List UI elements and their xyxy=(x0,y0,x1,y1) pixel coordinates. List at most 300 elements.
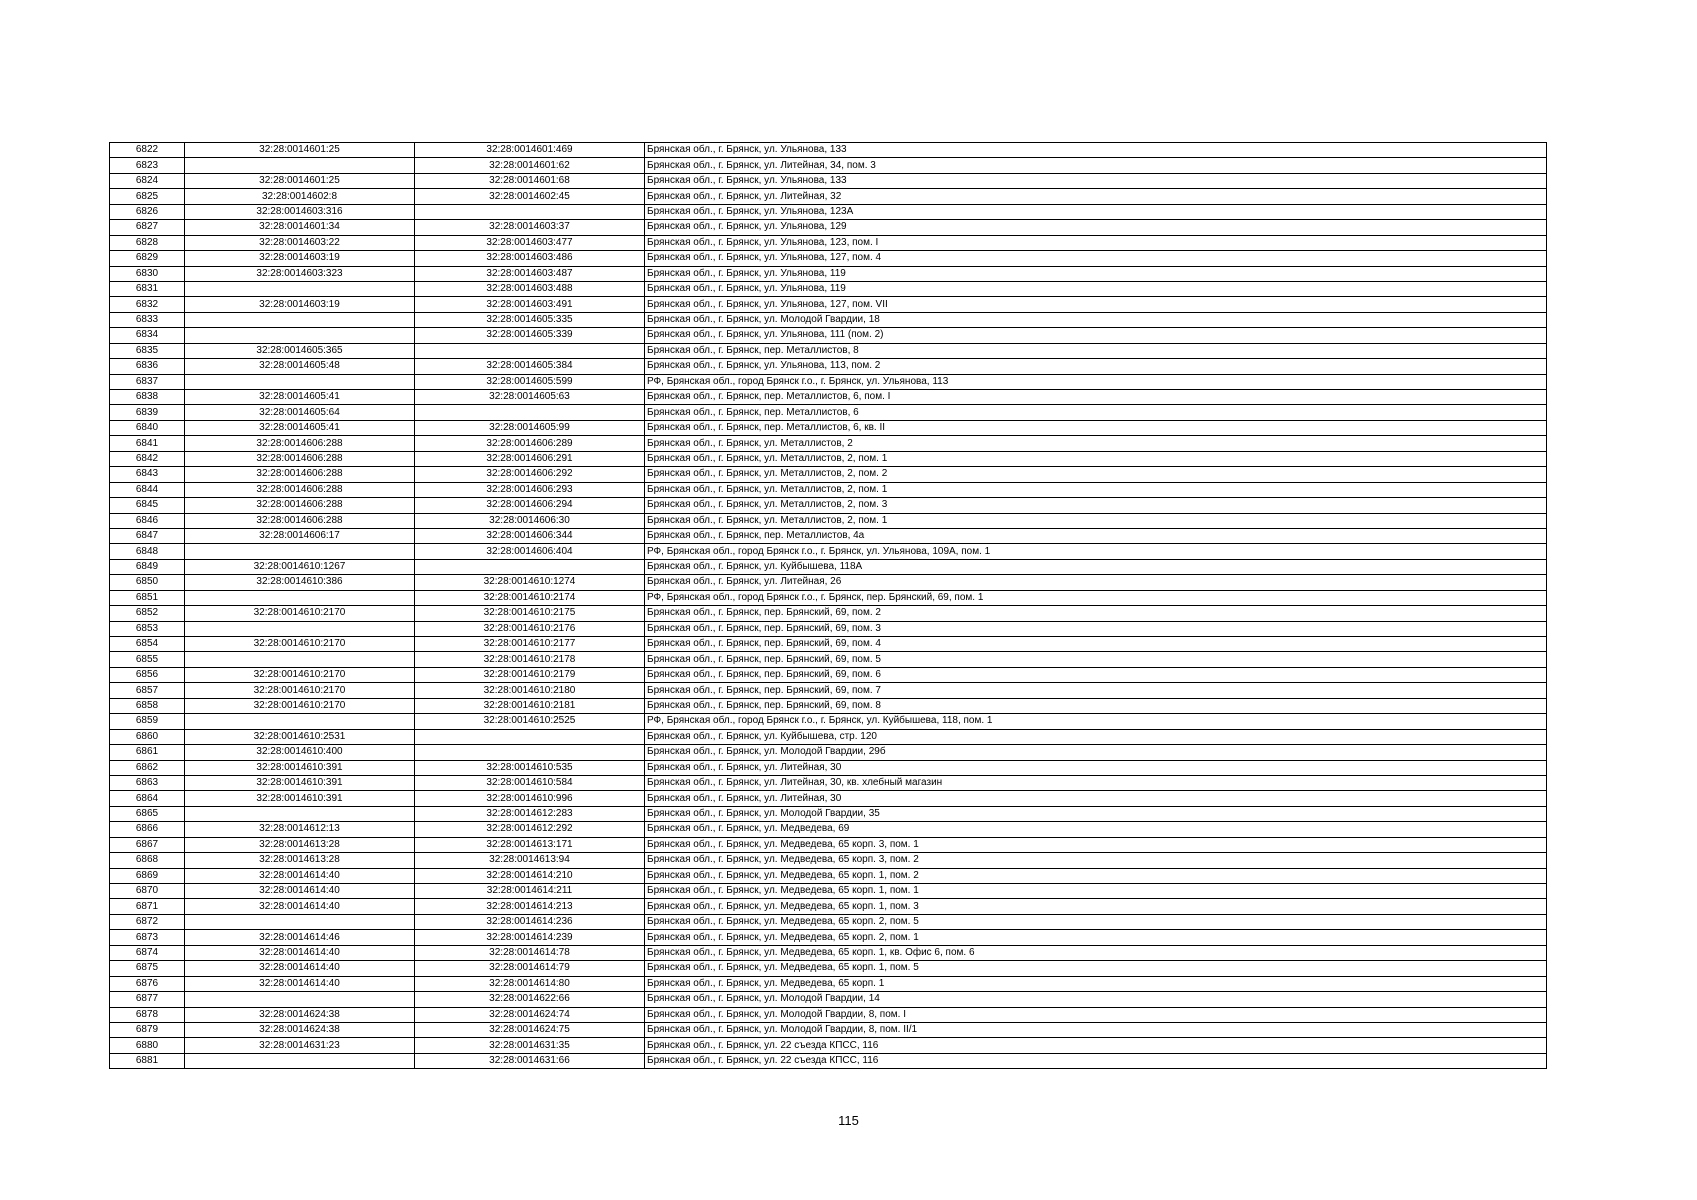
table-row xyxy=(110,652,1547,667)
parcel-cadastral-number-cell: 32:28:0014614:40 xyxy=(185,945,415,960)
parcel-cadastral-number-cell: 32:28:0014605:41 xyxy=(185,390,415,405)
object-cadastral-number-cell: 32:28:0014603:37 xyxy=(415,220,645,235)
table-row xyxy=(110,667,1547,682)
address-cell: Брянская обл., г. Брянск, ул. Ульянова, 129 xyxy=(645,220,1547,235)
row-number-cell: 6827 xyxy=(110,220,185,235)
parcel-cadastral-number-cell: 32:28:0014610:2170 xyxy=(185,667,415,682)
address-cell: Брянская обл., г. Брянск, пер. Брянский, 69, пом. 4 xyxy=(645,637,1547,652)
table-row xyxy=(110,760,1547,775)
parcel-cadastral-number-cell xyxy=(185,914,415,929)
address-cell: Брянская обл., г. Брянск, ул. Ульянова, 119 xyxy=(645,281,1547,296)
table-row xyxy=(110,791,1547,806)
table-row xyxy=(110,251,1547,266)
row-number-cell: 6842 xyxy=(110,451,185,466)
parcel-cadastral-number-cell: 32:28:0014603:323 xyxy=(185,266,415,281)
table-row xyxy=(110,992,1547,1007)
row-number-cell: 6829 xyxy=(110,251,185,266)
parcel-cadastral-number-cell: 32:28:0014605:64 xyxy=(185,405,415,420)
parcel-cadastral-number-cell: 32:28:0014613:28 xyxy=(185,837,415,852)
row-number-cell: 6871 xyxy=(110,899,185,914)
address-cell: Брянская обл., г. Брянск, ул. Литейная, 30 xyxy=(645,791,1547,806)
address-cell: Брянская обл., г. Брянск, ул. Медведева, 65 корп. 1, пом. 3 xyxy=(645,899,1547,914)
row-number-cell: 6840 xyxy=(110,420,185,435)
object-cadastral-number-cell: 32:28:0014624:75 xyxy=(415,1022,645,1037)
parcel-cadastral-number-cell: 32:28:0014605:365 xyxy=(185,343,415,358)
table-row xyxy=(110,528,1547,543)
object-cadastral-number-cell: 32:28:0014622:66 xyxy=(415,992,645,1007)
object-cadastral-number-cell: 32:28:0014603:491 xyxy=(415,297,645,312)
object-cadastral-number-cell: 32:28:0014606:294 xyxy=(415,498,645,513)
table-row xyxy=(110,359,1547,374)
table-row xyxy=(110,189,1547,204)
object-cadastral-number-cell: 32:28:0014610:996 xyxy=(415,791,645,806)
object-cadastral-number-cell: 32:28:0014610:2179 xyxy=(415,667,645,682)
address-cell: Брянская обл., г. Брянск, ул. Ульянова, 133 xyxy=(645,173,1547,188)
parcel-cadastral-number-cell: 32:28:0014606:288 xyxy=(185,498,415,513)
object-cadastral-number-cell: 32:28:0014612:283 xyxy=(415,806,645,821)
object-cadastral-number-cell xyxy=(415,343,645,358)
table-row xyxy=(110,436,1547,451)
parcel-cadastral-number-cell: 32:28:0014610:2170 xyxy=(185,698,415,713)
parcel-cadastral-number-cell: 32:28:0014610:391 xyxy=(185,791,415,806)
parcel-cadastral-number-cell: 32:28:0014605:48 xyxy=(185,359,415,374)
table-row xyxy=(110,899,1547,914)
object-cadastral-number-cell: 32:28:0014614:79 xyxy=(415,961,645,976)
row-number-cell: 6847 xyxy=(110,528,185,543)
row-number-cell: 6852 xyxy=(110,606,185,621)
table-row xyxy=(110,930,1547,945)
address-cell: Брянская обл., г. Брянск, ул. Литейная, 30, кв. хлебный магазин xyxy=(645,775,1547,790)
row-number-cell: 6851 xyxy=(110,590,185,605)
table-row xyxy=(110,698,1547,713)
parcel-cadastral-number-cell: 32:28:0014603:22 xyxy=(185,235,415,250)
object-cadastral-number-cell: 32:28:0014610:2181 xyxy=(415,698,645,713)
row-number-cell: 6822 xyxy=(110,143,185,158)
parcel-cadastral-number-cell: 32:28:0014614:40 xyxy=(185,899,415,914)
parcel-cadastral-number-cell: 32:28:0014613:28 xyxy=(185,853,415,868)
page-number: 115 xyxy=(838,1113,859,1128)
object-cadastral-number-cell: 32:28:0014612:292 xyxy=(415,822,645,837)
table-row xyxy=(110,405,1547,420)
object-cadastral-number-cell xyxy=(415,559,645,574)
table-row xyxy=(110,621,1547,636)
row-number-cell: 6877 xyxy=(110,992,185,1007)
address-cell: Брянская обл., г. Брянск, ул. Металлистов, 2, пом. 1 xyxy=(645,513,1547,528)
row-number-cell: 6828 xyxy=(110,235,185,250)
table-row xyxy=(110,745,1547,760)
row-number-cell: 6843 xyxy=(110,467,185,482)
row-number-cell: 6869 xyxy=(110,868,185,883)
object-cadastral-number-cell xyxy=(415,745,645,760)
row-number-cell: 6823 xyxy=(110,158,185,173)
row-number-cell: 6857 xyxy=(110,683,185,698)
address-cell: РФ, Брянская обл., город Брянск г.о., г. Брянск, пер. Брянский, 69, пом. 1 xyxy=(645,590,1547,605)
object-cadastral-number-cell: 32:28:0014606:291 xyxy=(415,451,645,466)
address-cell: Брянская обл., г. Брянск, ул. Ульянова, 127, пом. 4 xyxy=(645,251,1547,266)
address-cell: Брянская обл., г. Брянск, ул. Куйбышева, стр. 120 xyxy=(645,729,1547,744)
address-cell: Брянская обл., г. Брянск, ул. Молодой Гвардии, 8, пом. II/1 xyxy=(645,1022,1547,1037)
row-number-cell: 6855 xyxy=(110,652,185,667)
object-cadastral-number-cell: 32:28:0014601:68 xyxy=(415,173,645,188)
address-cell: Брянская обл., г. Брянск, пер. Брянский, 69, пом. 8 xyxy=(645,698,1547,713)
row-number-cell: 6833 xyxy=(110,312,185,327)
object-cadastral-number-cell xyxy=(415,729,645,744)
table-row xyxy=(110,420,1547,435)
parcel-cadastral-number-cell: 32:28:0014610:400 xyxy=(185,745,415,760)
address-cell: Брянская обл., г. Брянск, ул. Литейная, 26 xyxy=(645,575,1547,590)
address-cell: Брянская обл., г. Брянск, ул. Медведева, 69 xyxy=(645,822,1547,837)
table-row xyxy=(110,374,1547,389)
address-cell: Брянская обл., г. Брянск, ул. Ульянова, 113, пом. 2 xyxy=(645,359,1547,374)
row-number-cell: 6856 xyxy=(110,667,185,682)
object-cadastral-number-cell: 32:28:0014613:94 xyxy=(415,853,645,868)
table-row xyxy=(110,513,1547,528)
row-number-cell: 6880 xyxy=(110,1038,185,1053)
address-cell: Брянская обл., г. Брянск, ул. Молодой Гвардии, 35 xyxy=(645,806,1547,821)
object-cadastral-number-cell: 32:28:0014610:2177 xyxy=(415,637,645,652)
registry-body xyxy=(110,143,1547,1069)
address-cell: Брянская обл., г. Брянск, ул. 22 съезда КПСС, 116 xyxy=(645,1038,1547,1053)
address-cell: Брянская обл., г. Брянск, ул. Металлистов, 2, пом. 3 xyxy=(645,498,1547,513)
table-row xyxy=(110,204,1547,219)
object-cadastral-number-cell: 32:28:0014603:488 xyxy=(415,281,645,296)
row-number-cell: 6824 xyxy=(110,173,185,188)
row-number-cell: 6860 xyxy=(110,729,185,744)
table-row xyxy=(110,590,1547,605)
table-row xyxy=(110,945,1547,960)
table-row xyxy=(110,729,1547,744)
row-number-cell: 6876 xyxy=(110,976,185,991)
table-row xyxy=(110,467,1547,482)
parcel-cadastral-number-cell: 32:28:0014614:40 xyxy=(185,868,415,883)
address-cell: Брянская обл., г. Брянск, ул. Ульянова, 111 (пом. 2) xyxy=(645,328,1547,343)
parcel-cadastral-number-cell: 32:28:0014601:34 xyxy=(185,220,415,235)
object-cadastral-number-cell: 32:28:0014606:30 xyxy=(415,513,645,528)
parcel-cadastral-number-cell: 32:28:0014610:1267 xyxy=(185,559,415,574)
parcel-cadastral-number-cell: 32:28:0014614:40 xyxy=(185,884,415,899)
row-number-cell: 6868 xyxy=(110,853,185,868)
address-cell: Брянская обл., г. Брянск, ул. Молодой Гвардии, 18 xyxy=(645,312,1547,327)
parcel-cadastral-number-cell: 32:28:0014610:2170 xyxy=(185,683,415,698)
table-row xyxy=(110,1038,1547,1053)
object-cadastral-number-cell: 32:28:0014606:292 xyxy=(415,467,645,482)
address-cell: Брянская обл., г. Брянск, ул. Металлистов, 2, пом. 1 xyxy=(645,482,1547,497)
object-cadastral-number-cell: 32:28:0014610:1274 xyxy=(415,575,645,590)
row-number-cell: 6867 xyxy=(110,837,185,852)
table-row xyxy=(110,606,1547,621)
table-row xyxy=(110,714,1547,729)
address-cell: РФ, Брянская обл., город Брянск г.о., г. Брянск, ул. Куйбышева, 118, пом. 1 xyxy=(645,714,1547,729)
parcel-cadastral-number-cell: 32:28:0014610:2531 xyxy=(185,729,415,744)
parcel-cadastral-number-cell: 32:28:0014606:288 xyxy=(185,467,415,482)
table-row xyxy=(110,235,1547,250)
parcel-cadastral-number-cell xyxy=(185,590,415,605)
row-number-cell: 6836 xyxy=(110,359,185,374)
row-number-cell: 6881 xyxy=(110,1053,185,1068)
address-cell: Брянская обл., г. Брянск, ул. 22 съезда КПСС, 116 xyxy=(645,1053,1547,1068)
address-cell: Брянская обл., г. Брянск, ул. Куйбышева, 118А xyxy=(645,559,1547,574)
parcel-cadastral-number-cell: 32:28:0014631:23 xyxy=(185,1038,415,1053)
address-cell: Брянская обл., г. Брянск, ул. Медведева, 65 корп. 1, пом. 1 xyxy=(645,884,1547,899)
address-cell: Брянская обл., г. Брянск, пер. Металлистов, 6, пом. I xyxy=(645,390,1547,405)
table-row xyxy=(110,312,1547,327)
table-row xyxy=(110,173,1547,188)
object-cadastral-number-cell xyxy=(415,204,645,219)
table-row xyxy=(110,868,1547,883)
parcel-cadastral-number-cell: 32:28:0014614:40 xyxy=(185,961,415,976)
address-cell: Брянская обл., г. Брянск, ул. Медведева, 65 корп. 1 xyxy=(645,976,1547,991)
table-row xyxy=(110,482,1547,497)
object-cadastral-number-cell: 32:28:0014610:2175 xyxy=(415,606,645,621)
row-number-cell: 6864 xyxy=(110,791,185,806)
row-number-cell: 6863 xyxy=(110,775,185,790)
table-row xyxy=(110,575,1547,590)
object-cadastral-number-cell: 32:28:0014610:584 xyxy=(415,775,645,790)
address-cell: Брянская обл., г. Брянск, пер. Металлистов, 4а xyxy=(645,528,1547,543)
parcel-cadastral-number-cell xyxy=(185,158,415,173)
parcel-cadastral-number-cell xyxy=(185,652,415,667)
address-cell: Брянская обл., г. Брянск, ул. Молодой Гвардии, 14 xyxy=(645,992,1547,1007)
parcel-cadastral-number-cell xyxy=(185,374,415,389)
parcel-cadastral-number-cell: 32:28:0014610:391 xyxy=(185,775,415,790)
object-cadastral-number-cell: 32:28:0014606:293 xyxy=(415,482,645,497)
address-cell: Брянская обл., г. Брянск, ул. Ульянова, 123А xyxy=(645,204,1547,219)
object-cadastral-number-cell: 32:28:0014605:99 xyxy=(415,420,645,435)
table-row xyxy=(110,637,1547,652)
table-row xyxy=(110,343,1547,358)
row-number-cell: 6853 xyxy=(110,621,185,636)
parcel-cadastral-number-cell xyxy=(185,544,415,559)
object-cadastral-number-cell: 32:28:0014610:535 xyxy=(415,760,645,775)
address-cell: Брянская обл., г. Брянск, ул. Медведева, 65 корп. 1, пом. 5 xyxy=(645,961,1547,976)
address-cell: Брянская обл., г. Брянск, пер. Брянский, 69, пом. 5 xyxy=(645,652,1547,667)
row-number-cell: 6865 xyxy=(110,806,185,821)
object-cadastral-number-cell: 32:28:0014606:289 xyxy=(415,436,645,451)
row-number-cell: 6854 xyxy=(110,637,185,652)
object-cadastral-number-cell: 32:28:0014631:66 xyxy=(415,1053,645,1068)
row-number-cell: 6879 xyxy=(110,1022,185,1037)
row-number-cell: 6838 xyxy=(110,390,185,405)
address-cell: Брянская обл., г. Брянск, пер. Металлистов, 6 xyxy=(645,405,1547,420)
table-row xyxy=(110,220,1547,235)
table-row xyxy=(110,1022,1547,1037)
row-number-cell: 6859 xyxy=(110,714,185,729)
table-row xyxy=(110,806,1547,821)
object-cadastral-number-cell: 32:28:0014603:487 xyxy=(415,266,645,281)
parcel-cadastral-number-cell: 32:28:0014605:41 xyxy=(185,420,415,435)
object-cadastral-number-cell: 32:28:0014631:35 xyxy=(415,1038,645,1053)
address-cell: Брянская обл., г. Брянск, ул. Медведева, 65 корп. 3, пом. 1 xyxy=(645,837,1547,852)
address-cell: Брянская обл., г. Брянск, ул. Медведева, 65 корп. 3, пом. 2 xyxy=(645,853,1547,868)
object-cadastral-number-cell xyxy=(415,405,645,420)
row-number-cell: 6875 xyxy=(110,961,185,976)
row-number-cell: 6839 xyxy=(110,405,185,420)
address-cell: Брянская обл., г. Брянск, ул. Литейная, 30 xyxy=(645,760,1547,775)
table-row xyxy=(110,853,1547,868)
object-cadastral-number-cell: 32:28:0014610:2176 xyxy=(415,621,645,636)
parcel-cadastral-number-cell: 32:28:0014602:8 xyxy=(185,189,415,204)
parcel-cadastral-number-cell: 32:28:0014603:19 xyxy=(185,297,415,312)
table-row xyxy=(110,328,1547,343)
address-cell: Брянская обл., г. Брянск, ул. Ульянова, 123, пом. I xyxy=(645,235,1547,250)
parcel-cadastral-number-cell: 32:28:0014624:38 xyxy=(185,1007,415,1022)
object-cadastral-number-cell: 32:28:0014610:2525 xyxy=(415,714,645,729)
row-number-cell: 6850 xyxy=(110,575,185,590)
row-number-cell: 6874 xyxy=(110,945,185,960)
object-cadastral-number-cell: 32:28:0014605:63 xyxy=(415,390,645,405)
address-cell: Брянская обл., г. Брянск, ул. Ульянова, 133 xyxy=(645,143,1547,158)
parcel-cadastral-number-cell: 32:28:0014601:25 xyxy=(185,143,415,158)
table-row xyxy=(110,143,1547,158)
parcel-cadastral-number-cell: 32:28:0014610:386 xyxy=(185,575,415,590)
parcel-cadastral-number-cell xyxy=(185,312,415,327)
row-number-cell: 6866 xyxy=(110,822,185,837)
table-row xyxy=(110,1053,1547,1068)
object-cadastral-number-cell: 32:28:0014614:239 xyxy=(415,930,645,945)
row-number-cell: 6844 xyxy=(110,482,185,497)
address-cell: Брянская обл., г. Брянск, ул. Ульянова, 127, пом. VII xyxy=(645,297,1547,312)
object-cadastral-number-cell: 32:28:0014614:236 xyxy=(415,914,645,929)
table-row xyxy=(110,837,1547,852)
object-cadastral-number-cell: 32:28:0014605:384 xyxy=(415,359,645,374)
parcel-cadastral-number-cell: 32:28:0014606:17 xyxy=(185,528,415,543)
table-row xyxy=(110,544,1547,559)
address-cell: Брянская обл., г. Брянск, ул. Металлистов, 2 xyxy=(645,436,1547,451)
address-cell: Брянская обл., г. Брянск, ул. Медведева, 65 корп. 1, пом. 2 xyxy=(645,868,1547,883)
object-cadastral-number-cell: 32:28:0014614:80 xyxy=(415,976,645,991)
parcel-cadastral-number-cell: 32:28:0014606:288 xyxy=(185,436,415,451)
parcel-cadastral-number-cell: 32:28:0014624:38 xyxy=(185,1022,415,1037)
parcel-cadastral-number-cell xyxy=(185,992,415,1007)
object-cadastral-number-cell: 32:28:0014601:62 xyxy=(415,158,645,173)
table-row xyxy=(110,390,1547,405)
table-row xyxy=(110,884,1547,899)
table-row xyxy=(110,914,1547,929)
object-cadastral-number-cell: 32:28:0014605:339 xyxy=(415,328,645,343)
row-number-cell: 6825 xyxy=(110,189,185,204)
parcel-cadastral-number-cell xyxy=(185,281,415,296)
address-cell: РФ, Брянская обл., город Брянск г.о., г. Брянск, ул. Ульянова, 109А, пом. 1 xyxy=(645,544,1547,559)
address-cell: Брянская обл., г. Брянск, пер. Металлистов, 8 xyxy=(645,343,1547,358)
object-cadastral-number-cell: 32:28:0014624:74 xyxy=(415,1007,645,1022)
table-row xyxy=(110,961,1547,976)
row-number-cell: 6832 xyxy=(110,297,185,312)
parcel-cadastral-number-cell xyxy=(185,328,415,343)
parcel-cadastral-number-cell: 32:28:0014612:13 xyxy=(185,822,415,837)
table-row xyxy=(110,498,1547,513)
table-row xyxy=(110,281,1547,296)
object-cadastral-number-cell: 32:28:0014610:2180 xyxy=(415,683,645,698)
row-number-cell: 6862 xyxy=(110,760,185,775)
parcel-cadastral-number-cell xyxy=(185,621,415,636)
parcel-cadastral-number-cell: 32:28:0014614:46 xyxy=(185,930,415,945)
address-cell: Брянская обл., г. Брянск, пер. Брянский, 69, пом. 7 xyxy=(645,683,1547,698)
row-number-cell: 6848 xyxy=(110,544,185,559)
parcel-cadastral-number-cell: 32:28:0014603:316 xyxy=(185,204,415,219)
object-cadastral-number-cell: 32:28:0014610:2178 xyxy=(415,652,645,667)
parcel-cadastral-number-cell: 32:28:0014603:19 xyxy=(185,251,415,266)
table-row xyxy=(110,1007,1547,1022)
registry-table xyxy=(109,142,1547,1069)
address-cell: РФ, Брянская обл., город Брянск г.о., г. Брянск, ул. Ульянова, 113 xyxy=(645,374,1547,389)
row-number-cell: 6878 xyxy=(110,1007,185,1022)
address-cell: Брянская обл., г. Брянск, ул. Литейная, 34, пом. 3 xyxy=(645,158,1547,173)
row-number-cell: 6835 xyxy=(110,343,185,358)
address-cell: Брянская обл., г. Брянск, пер. Брянский, 69, пом. 2 xyxy=(645,606,1547,621)
row-number-cell: 6834 xyxy=(110,328,185,343)
table-row xyxy=(110,297,1547,312)
row-number-cell: 6830 xyxy=(110,266,185,281)
address-cell: Брянская обл., г. Брянск, пер. Металлистов, 6, кв. II xyxy=(645,420,1547,435)
object-cadastral-number-cell: 32:28:0014605:335 xyxy=(415,312,645,327)
row-number-cell: 6872 xyxy=(110,914,185,929)
object-cadastral-number-cell: 32:28:0014606:344 xyxy=(415,528,645,543)
table-row xyxy=(110,451,1547,466)
row-number-cell: 6858 xyxy=(110,698,185,713)
row-number-cell: 6873 xyxy=(110,930,185,945)
object-cadastral-number-cell: 32:28:0014614:78 xyxy=(415,945,645,960)
address-cell: Брянская обл., г. Брянск, ул. Медведева, 65 корп. 1, кв. Офис 6, пом. 6 xyxy=(645,945,1547,960)
parcel-cadastral-number-cell: 32:28:0014606:288 xyxy=(185,513,415,528)
parcel-cadastral-number-cell: 32:28:0014606:288 xyxy=(185,482,415,497)
object-cadastral-number-cell: 32:28:0014603:486 xyxy=(415,251,645,266)
table-row xyxy=(110,266,1547,281)
object-cadastral-number-cell: 32:28:0014614:210 xyxy=(415,868,645,883)
object-cadastral-number-cell: 32:28:0014610:2174 xyxy=(415,590,645,605)
row-number-cell: 6845 xyxy=(110,498,185,513)
parcel-cadastral-number-cell: 32:28:0014614:40 xyxy=(185,976,415,991)
object-cadastral-number-cell: 32:28:0014614:211 xyxy=(415,884,645,899)
parcel-cadastral-number-cell xyxy=(185,1053,415,1068)
address-cell: Брянская обл., г. Брянск, ул. Молодой Гвардии, 29б xyxy=(645,745,1547,760)
row-number-cell: 6841 xyxy=(110,436,185,451)
table-row xyxy=(110,775,1547,790)
object-cadastral-number-cell: 32:28:0014614:213 xyxy=(415,899,645,914)
row-number-cell: 6837 xyxy=(110,374,185,389)
table-row xyxy=(110,158,1547,173)
address-cell: Брянская обл., г. Брянск, пер. Брянский, 69, пом. 3 xyxy=(645,621,1547,636)
table-row xyxy=(110,559,1547,574)
address-cell: Брянская обл., г. Брянск, ул. Металлистов, 2, пом. 2 xyxy=(645,467,1547,482)
object-cadastral-number-cell: 32:28:0014601:469 xyxy=(415,143,645,158)
object-cadastral-number-cell: 32:28:0014605:599 xyxy=(415,374,645,389)
parcel-cadastral-number-cell: 32:28:0014610:2170 xyxy=(185,606,415,621)
address-cell: Брянская обл., г. Брянск, ул. Молодой Гвардии, 8, пом. I xyxy=(645,1007,1547,1022)
parcel-cadastral-number-cell: 32:28:0014610:391 xyxy=(185,760,415,775)
row-number-cell: 6846 xyxy=(110,513,185,528)
address-cell: Брянская обл., г. Брянск, ул. Металлистов, 2, пом. 1 xyxy=(645,451,1547,466)
row-number-cell: 6831 xyxy=(110,281,185,296)
object-cadastral-number-cell: 32:28:0014602:45 xyxy=(415,189,645,204)
parcel-cadastral-number-cell xyxy=(185,806,415,821)
row-number-cell: 6870 xyxy=(110,884,185,899)
parcel-cadastral-number-cell: 32:28:0014601:25 xyxy=(185,173,415,188)
address-cell: Брянская обл., г. Брянск, ул. Медведева, 65 корп. 2, пом. 1 xyxy=(645,930,1547,945)
parcel-cadastral-number-cell xyxy=(185,714,415,729)
table-row xyxy=(110,976,1547,991)
address-cell: Брянская обл., г. Брянск, ул. Литейная, 32 xyxy=(645,189,1547,204)
address-cell: Брянская обл., г. Брянск, ул. Ульянова, 119 xyxy=(645,266,1547,281)
object-cadastral-number-cell: 32:28:0014606:404 xyxy=(415,544,645,559)
parcel-cadastral-number-cell: 32:28:0014606:288 xyxy=(185,451,415,466)
object-cadastral-number-cell: 32:28:0014613:171 xyxy=(415,837,645,852)
object-cadastral-number-cell: 32:28:0014603:477 xyxy=(415,235,645,250)
row-number-cell: 6861 xyxy=(110,745,185,760)
address-cell: Брянская обл., г. Брянск, ул. Медведева, 65 корп. 2, пом. 5 xyxy=(645,914,1547,929)
table-row xyxy=(110,822,1547,837)
row-number-cell: 6826 xyxy=(110,204,185,219)
address-cell: Брянская обл., г. Брянск, пер. Брянский, 69, пом. 6 xyxy=(645,667,1547,682)
